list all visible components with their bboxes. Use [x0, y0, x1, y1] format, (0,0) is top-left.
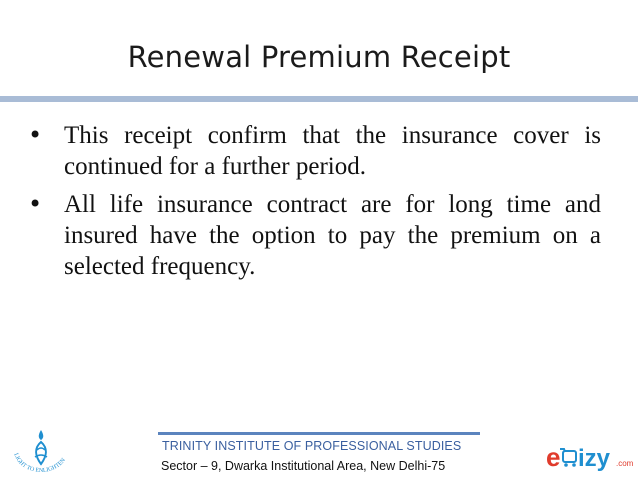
slide-title: Renewal Premium Receipt: [127, 40, 511, 74]
institute-name: TRINITY INSTITUTE OF PROFESSIONAL STUDIES: [162, 439, 462, 453]
bullet-item: [26, 189, 601, 282]
bullet-list: [26, 120, 601, 289]
footer-divider: [158, 432, 480, 435]
svg-text:e: e: [546, 442, 561, 472]
ekizy-logo-icon: [544, 440, 634, 474]
svg-text:.com: .com: [616, 459, 634, 468]
bullet-text: This receipt confirm that the insurance cover is continued for a further period.: [64, 122, 601, 180]
title-divider: [0, 96, 638, 102]
institute-address: Sector – 9, Dwarka Institutional Area, New Delhi-75: [161, 459, 446, 473]
bullet-item: [26, 120, 601, 182]
bullet-dot-icon: •: [28, 121, 43, 149]
bullet-text: All life insurance contract are for long time and insured have the option to pay the premium on a selected frequency.: [64, 191, 601, 280]
light-to-enlighten-logo-icon: [8, 426, 74, 474]
bullet-dot-icon: •: [28, 190, 43, 218]
svg-text:izy: izy: [578, 445, 611, 472]
logo-left-text: LIGHT TO ENLIGHTEN: [12, 452, 67, 474]
